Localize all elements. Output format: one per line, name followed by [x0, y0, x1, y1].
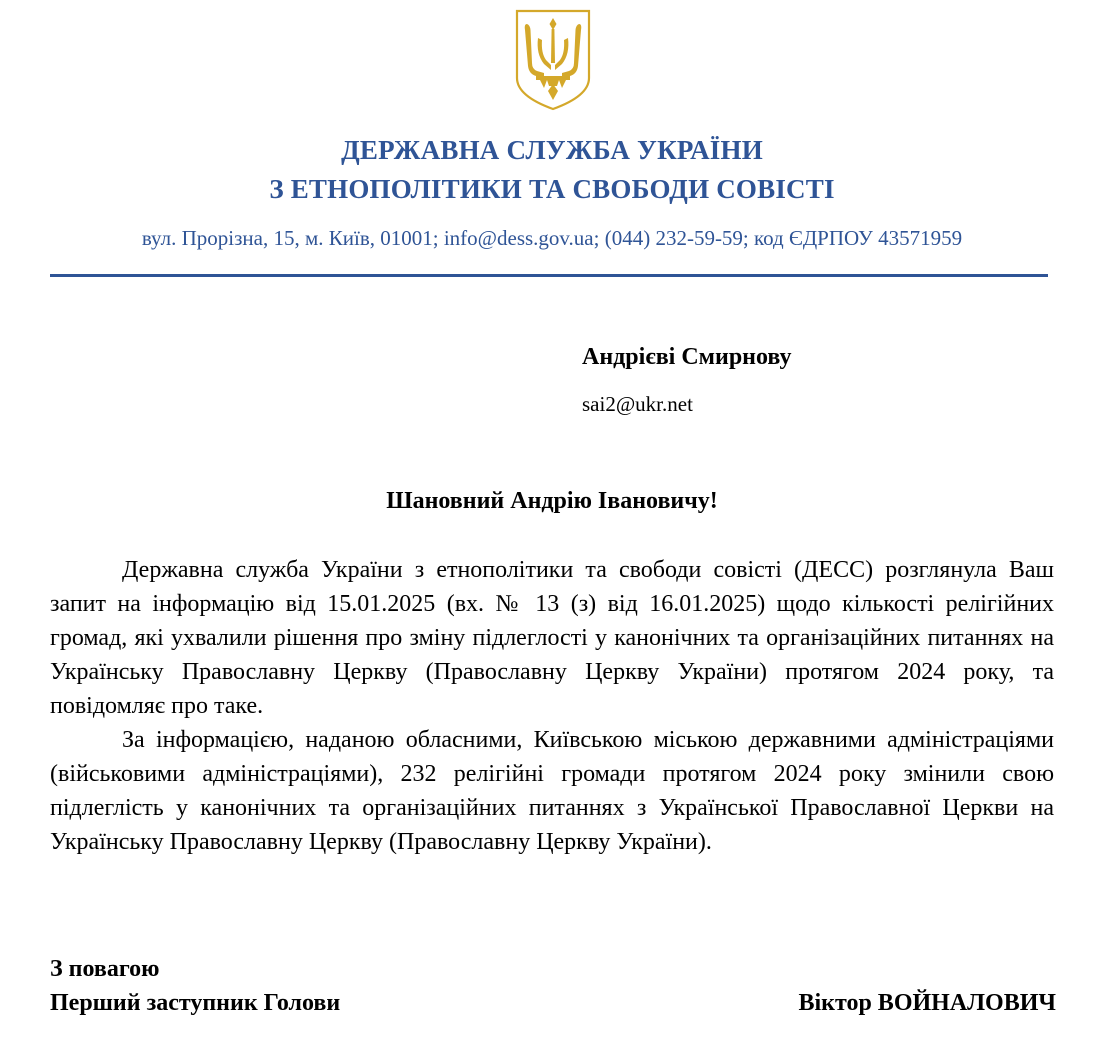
recipient-email: sai2@ukr.net — [582, 392, 693, 416]
signatory-name: Віктор ВОЙНАЛОВИЧ — [798, 990, 1056, 1016]
closing-phrase: З повагою — [50, 956, 160, 982]
org-name-line-1: ДЕРЖАВНА СЛУЖБА УКРАЇНИ — [341, 135, 763, 165]
body-paragraph-1: Державна служба України з етнополітики та свободи совісті (ДЕСС) розглянула Ваш запит на інформацію від 15.01.2025 (вх. № 13 (з) від 16.01.2025) щодо кількості релігійних громад, які ухвалили рішення про зміну підлеглості у канонічних та організаційних питаннях на Українську Православну Церкву (Православну Церкву України) протягом 2024 року, та повідомляє про таке. — [50, 557, 1054, 719]
salutation: Шановний Андрію Івановичу! — [386, 488, 718, 514]
header-divider — [50, 274, 1048, 277]
signatory-position: Перший заступник Голови — [50, 990, 341, 1016]
org-name-line-2: З ЕТНОПОЛІТИКИ ТА СВОБОДИ СОВІСТІ — [269, 174, 835, 204]
body-paragraph-2: За інформацією, наданою обласними, Київською міською державними адміністраціями (військовими адміністраціями), 232 релігійні громади протягом 2024 року змінили свою підлеглість у канонічних та організаційних питаннях з Української Православної Церкви на Українську Православну Церкву (Православну Церкву України). — [50, 727, 1054, 855]
coat-of-arms-trident-icon — [514, 8, 592, 112]
letter-body — [50, 553, 1054, 859]
recipient-name: Андрієві Смирнову — [582, 344, 792, 370]
org-address: вул. Прорізна, 15, м. Київ, 01001; info@dess.gov.ua; (044) 232-59-59; код ЄДРПОУ 43571959 — [141, 226, 963, 250]
